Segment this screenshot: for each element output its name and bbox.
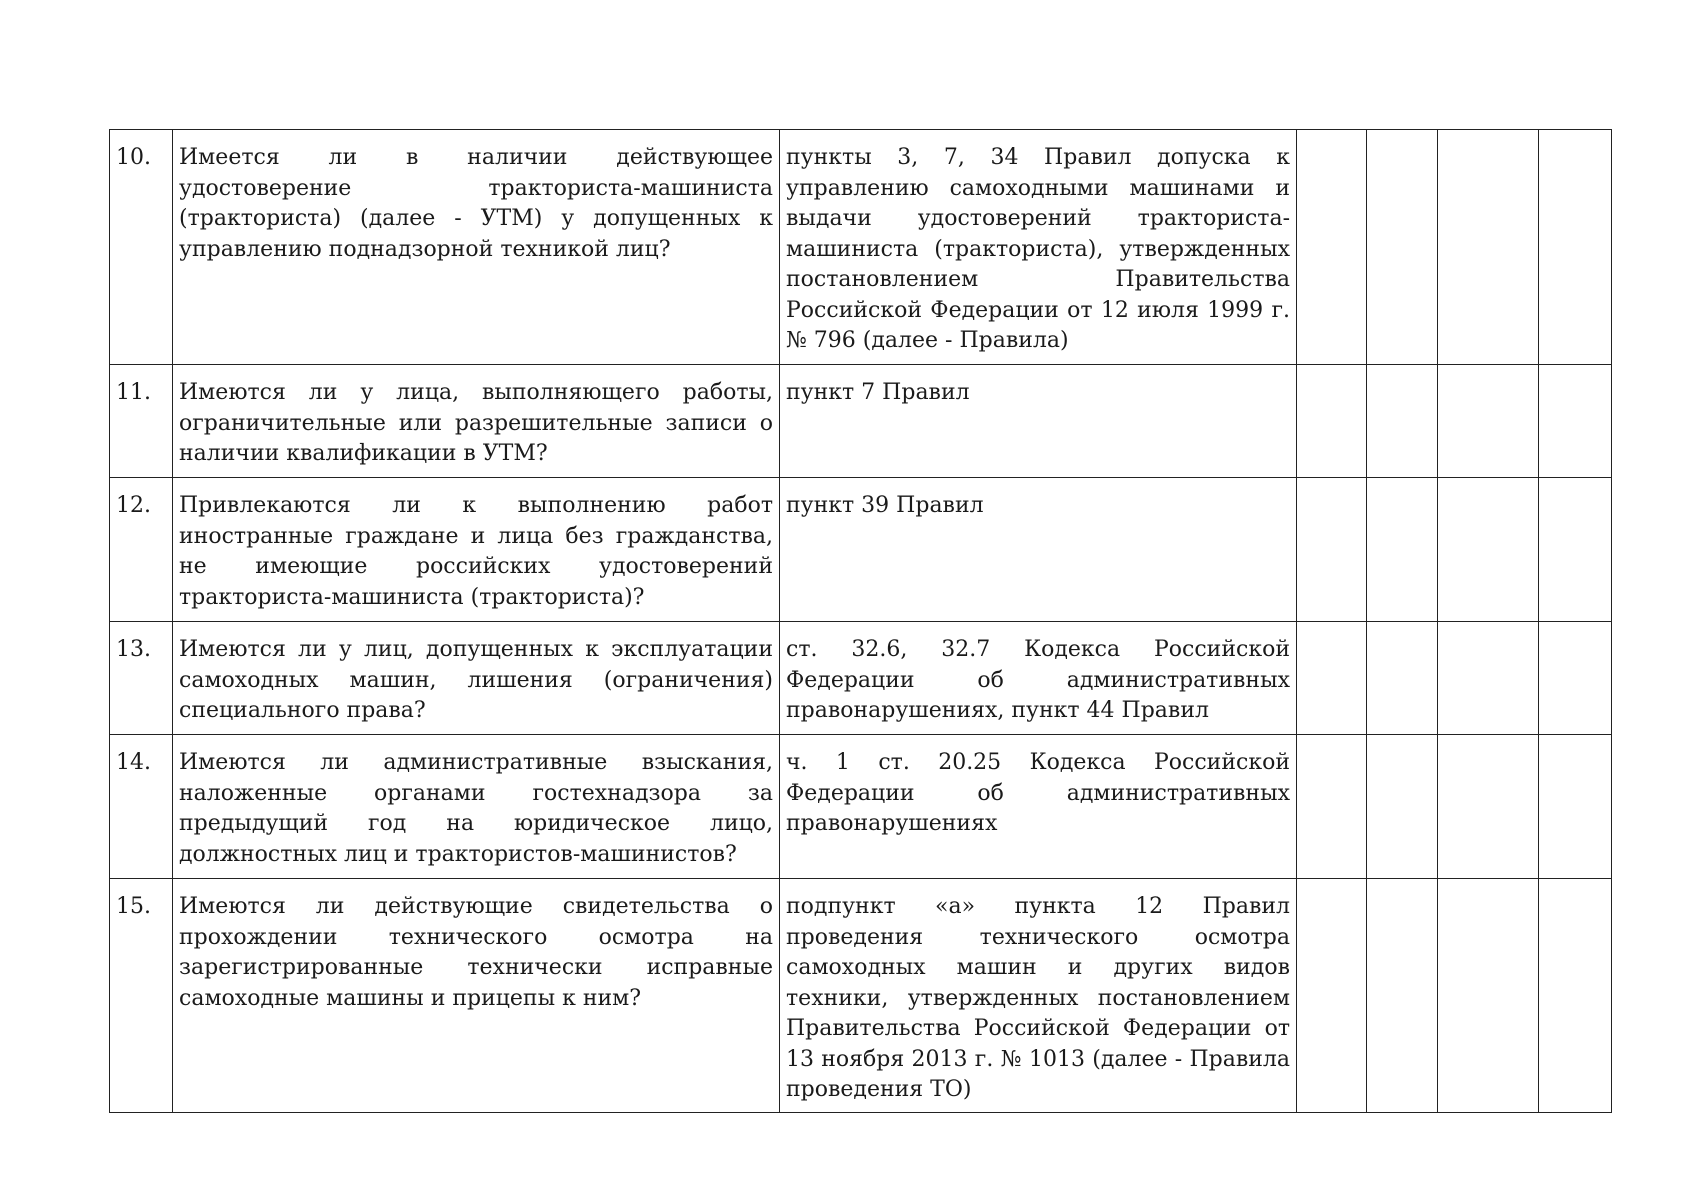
row-number: 10. xyxy=(110,130,173,365)
comment-cell[interactable] xyxy=(1539,622,1612,735)
checklist-table xyxy=(109,129,1612,1113)
question-cell: Имеются ли у лиц, допущенных к эксплуатации самоходных машин, лишения (ограничения) специального права? xyxy=(173,622,780,735)
question-cell: Имеются ли действующие свидетельства о прохождении технического осмотра на зарегистрированные технически исправные самоходные машины и прицепы к ним? xyxy=(173,879,780,1113)
comment-cell[interactable] xyxy=(1539,735,1612,879)
answer-yes-cell[interactable] xyxy=(1297,622,1367,735)
comment-cell[interactable] xyxy=(1539,478,1612,622)
table-row xyxy=(110,622,1612,735)
table-row xyxy=(110,735,1612,879)
row-number: 13. xyxy=(110,622,173,735)
answer-no-cell[interactable] xyxy=(1367,130,1438,365)
answer-na-cell[interactable] xyxy=(1438,365,1539,478)
row-number: 14. xyxy=(110,735,173,879)
reference-cell: пункты 3, 7, 34 Правил допуска к управлению самоходными машинами и выдачи удостоверений тракториста-машиниста (тракториста), утвержденных постановлением Правительства Российской Федерации от 12 июля 1999 г. № 796 (далее - Правила) xyxy=(780,130,1297,365)
answer-yes-cell[interactable] xyxy=(1297,130,1367,365)
answer-no-cell[interactable] xyxy=(1367,478,1438,622)
answer-yes-cell[interactable] xyxy=(1297,365,1367,478)
question-cell: Привлекаются ли к выполнению работ иностранные граждане и лица без гражданства, не имеющие российских удостоверений тракториста-машиниста (тракториста)? xyxy=(173,478,780,622)
reference-cell: подпункт «а» пункта 12 Правил проведения технического осмотра самоходных машин и других видов техники, утвержденных постановлением Правительства Российской Федерации от 13 ноября 2013 г. № 1013 (далее - Правила проведения ТО) xyxy=(780,879,1297,1113)
comment-cell[interactable] xyxy=(1539,365,1612,478)
answer-no-cell[interactable] xyxy=(1367,365,1438,478)
reference-cell: ст. 32.6, 32.7 Кодекса Российской Федерации об административных правонарушениях, пункт 44 Правил xyxy=(780,622,1297,735)
document-page xyxy=(109,129,1611,1113)
answer-yes-cell[interactable] xyxy=(1297,478,1367,622)
answer-no-cell[interactable] xyxy=(1367,622,1438,735)
question-cell: Имеются ли у лица, выполняющего работы, ограничительные или разрешительные записи о наличии квалификации в УТМ? xyxy=(173,365,780,478)
comment-cell[interactable] xyxy=(1539,130,1612,365)
answer-yes-cell[interactable] xyxy=(1297,735,1367,879)
answer-na-cell[interactable] xyxy=(1438,478,1539,622)
reference-cell: пункт 7 Правил xyxy=(780,365,1297,478)
reference-cell: пункт 39 Правил xyxy=(780,478,1297,622)
answer-yes-cell[interactable] xyxy=(1297,879,1367,1113)
answer-na-cell[interactable] xyxy=(1438,879,1539,1113)
row-number: 15. xyxy=(110,879,173,1113)
row-number: 12. xyxy=(110,478,173,622)
table-row xyxy=(110,130,1612,365)
row-number: 11. xyxy=(110,365,173,478)
answer-no-cell[interactable] xyxy=(1367,879,1438,1113)
table-row xyxy=(110,365,1612,478)
answer-na-cell[interactable] xyxy=(1438,735,1539,879)
reference-cell: ч. 1 ст. 20.25 Кодекса Российской Федерации об административных правонарушениях xyxy=(780,735,1297,879)
question-cell: Имеется ли в наличии действующее удостоверение тракториста-машиниста (тракториста) (далее - УТМ) у допущенных к управлению поднадзорной техникой лиц? xyxy=(173,130,780,365)
comment-cell[interactable] xyxy=(1539,879,1612,1113)
table-row xyxy=(110,478,1612,622)
answer-na-cell[interactable] xyxy=(1438,622,1539,735)
table-row xyxy=(110,879,1612,1113)
question-cell: Имеются ли административные взыскания, наложенные органами гостехнадзора за предыдущий год на юридическое лицо, должностных лиц и трактористов-машинистов? xyxy=(173,735,780,879)
answer-na-cell[interactable] xyxy=(1438,130,1539,365)
answer-no-cell[interactable] xyxy=(1367,735,1438,879)
